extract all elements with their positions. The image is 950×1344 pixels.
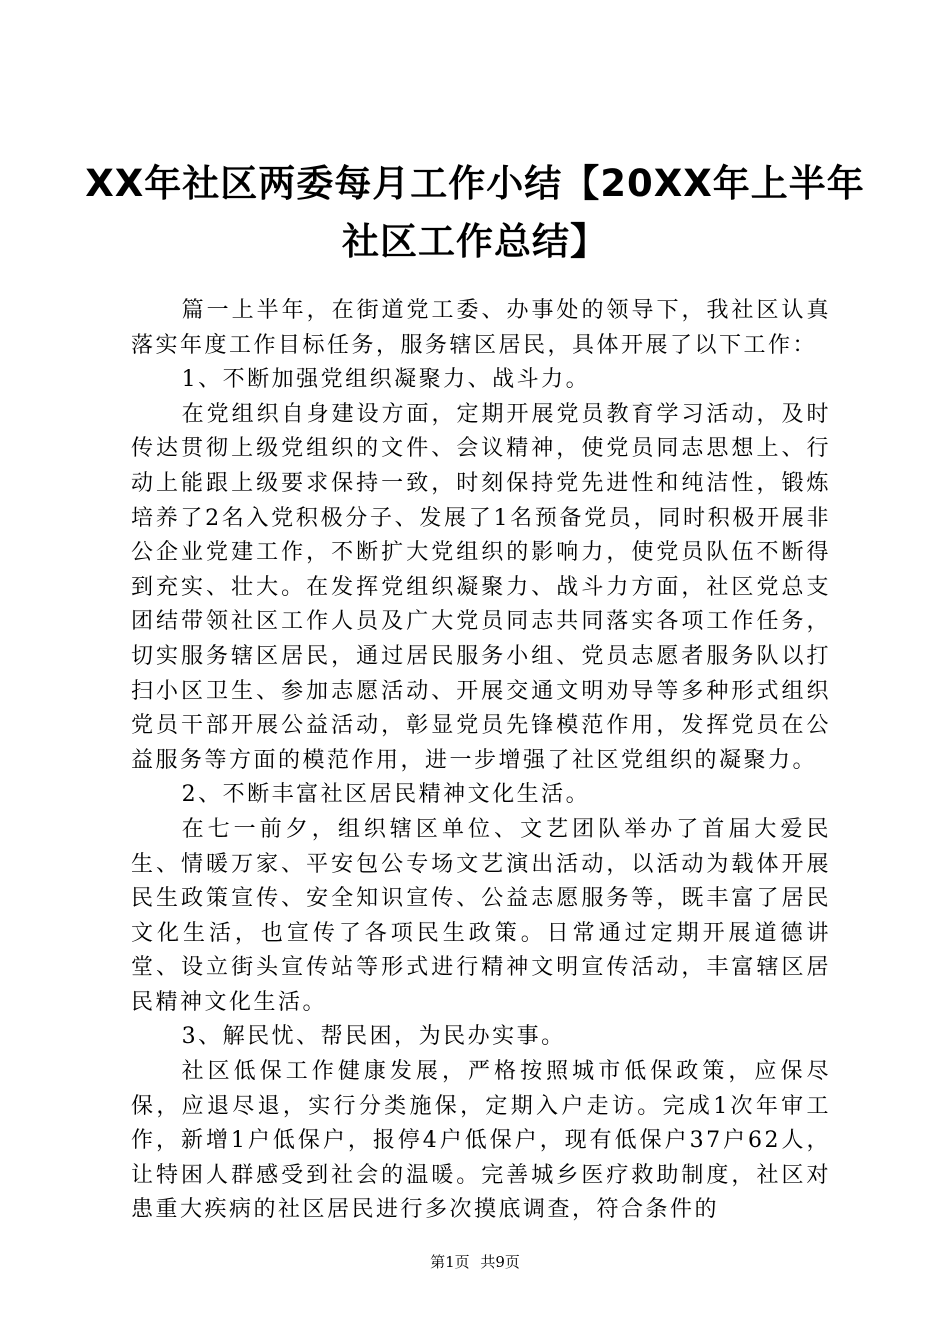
document-title-line-2: 社区工作总结】 <box>342 220 608 263</box>
paragraph-intro: 篇一上半年，在街道党工委、办事处的领导下，我社区认真落实年度工作目标任务，服务辖区居民，具体开展了以下工作： <box>131 298 831 358</box>
paragraph-section-1: 在党组织自身建设方面，定期开展党员教育学习活动，及时传达贯彻上级党组织的文件、会议精神，使党员同志思想上、行动上能跟上级要求保持一致，时刻保持党先进性和纯洁性，锻炼培养了2名入党积极分子、发展了1名预备党员，同时积极开展非公企业党建工作，不断扩大党组织的影响力，使党员队伍不断得到充实、壮大。在发挥党组织凝聚力、战斗力方面，社区党总支团结带领社区工作人员及广大党员同志共同落实各项工作任务，切实服务辖区居民，通过居民服务小组、党员志愿者服务队以打扫小区卫生、参加志愿活动、开展交通文明劝导等多种形式组织党员干部开展公益活动，彰显党员先锋模范作用，发挥党员在公益服务等方面的模范作用，进一步增强了社区党组织的凝聚力。 <box>131 401 831 773</box>
document-title-line-1: XX年社区两委每月工作小结【20XX年上半年 <box>85 162 865 205</box>
paragraph-section-3: 社区低保工作健康发展，严格按照城市低保政策，应保尽保，应退尽退，实行分类施保，定期入户走访。完成1次年审工作，新增1户低保户，报停4户低保户，现有低保户37户62人，让特困人群感受到社会的温暖。完善城乡医疗救助制度，社区对患重大疾病的社区居民进行多次摸底调查，符合条件的 <box>131 1059 831 1223</box>
document-body <box>131 294 831 1228</box>
page-number: 第1页 <box>430 1253 470 1271</box>
page-total: 共9页 <box>480 1253 520 1271</box>
page-footer <box>0 1252 950 1272</box>
section-heading-1: 1、不断加强党组织凝聚力、战斗力。 <box>181 367 591 393</box>
section-heading-3: 3、解民忧、帮民困，为民办实事。 <box>181 1024 566 1050</box>
section-heading-2: 2、不断丰富社区居民精神文化生活。 <box>181 782 591 808</box>
paragraph-section-2: 在七一前夕，组织辖区单位、文艺团队举办了首届大爱民生、情暖万家、平安包公专场文艺演出活动，以活动为载体开展民生政策宣传、安全知识宣传、公益志愿服务等，既丰富了居民文化生活，也宣传了各项民生政策。日常通过定期开展道德讲堂、设立街头宣传站等形式进行精神文明宣传活动，丰富辖区居民精神文化生活。 <box>131 816 831 1015</box>
